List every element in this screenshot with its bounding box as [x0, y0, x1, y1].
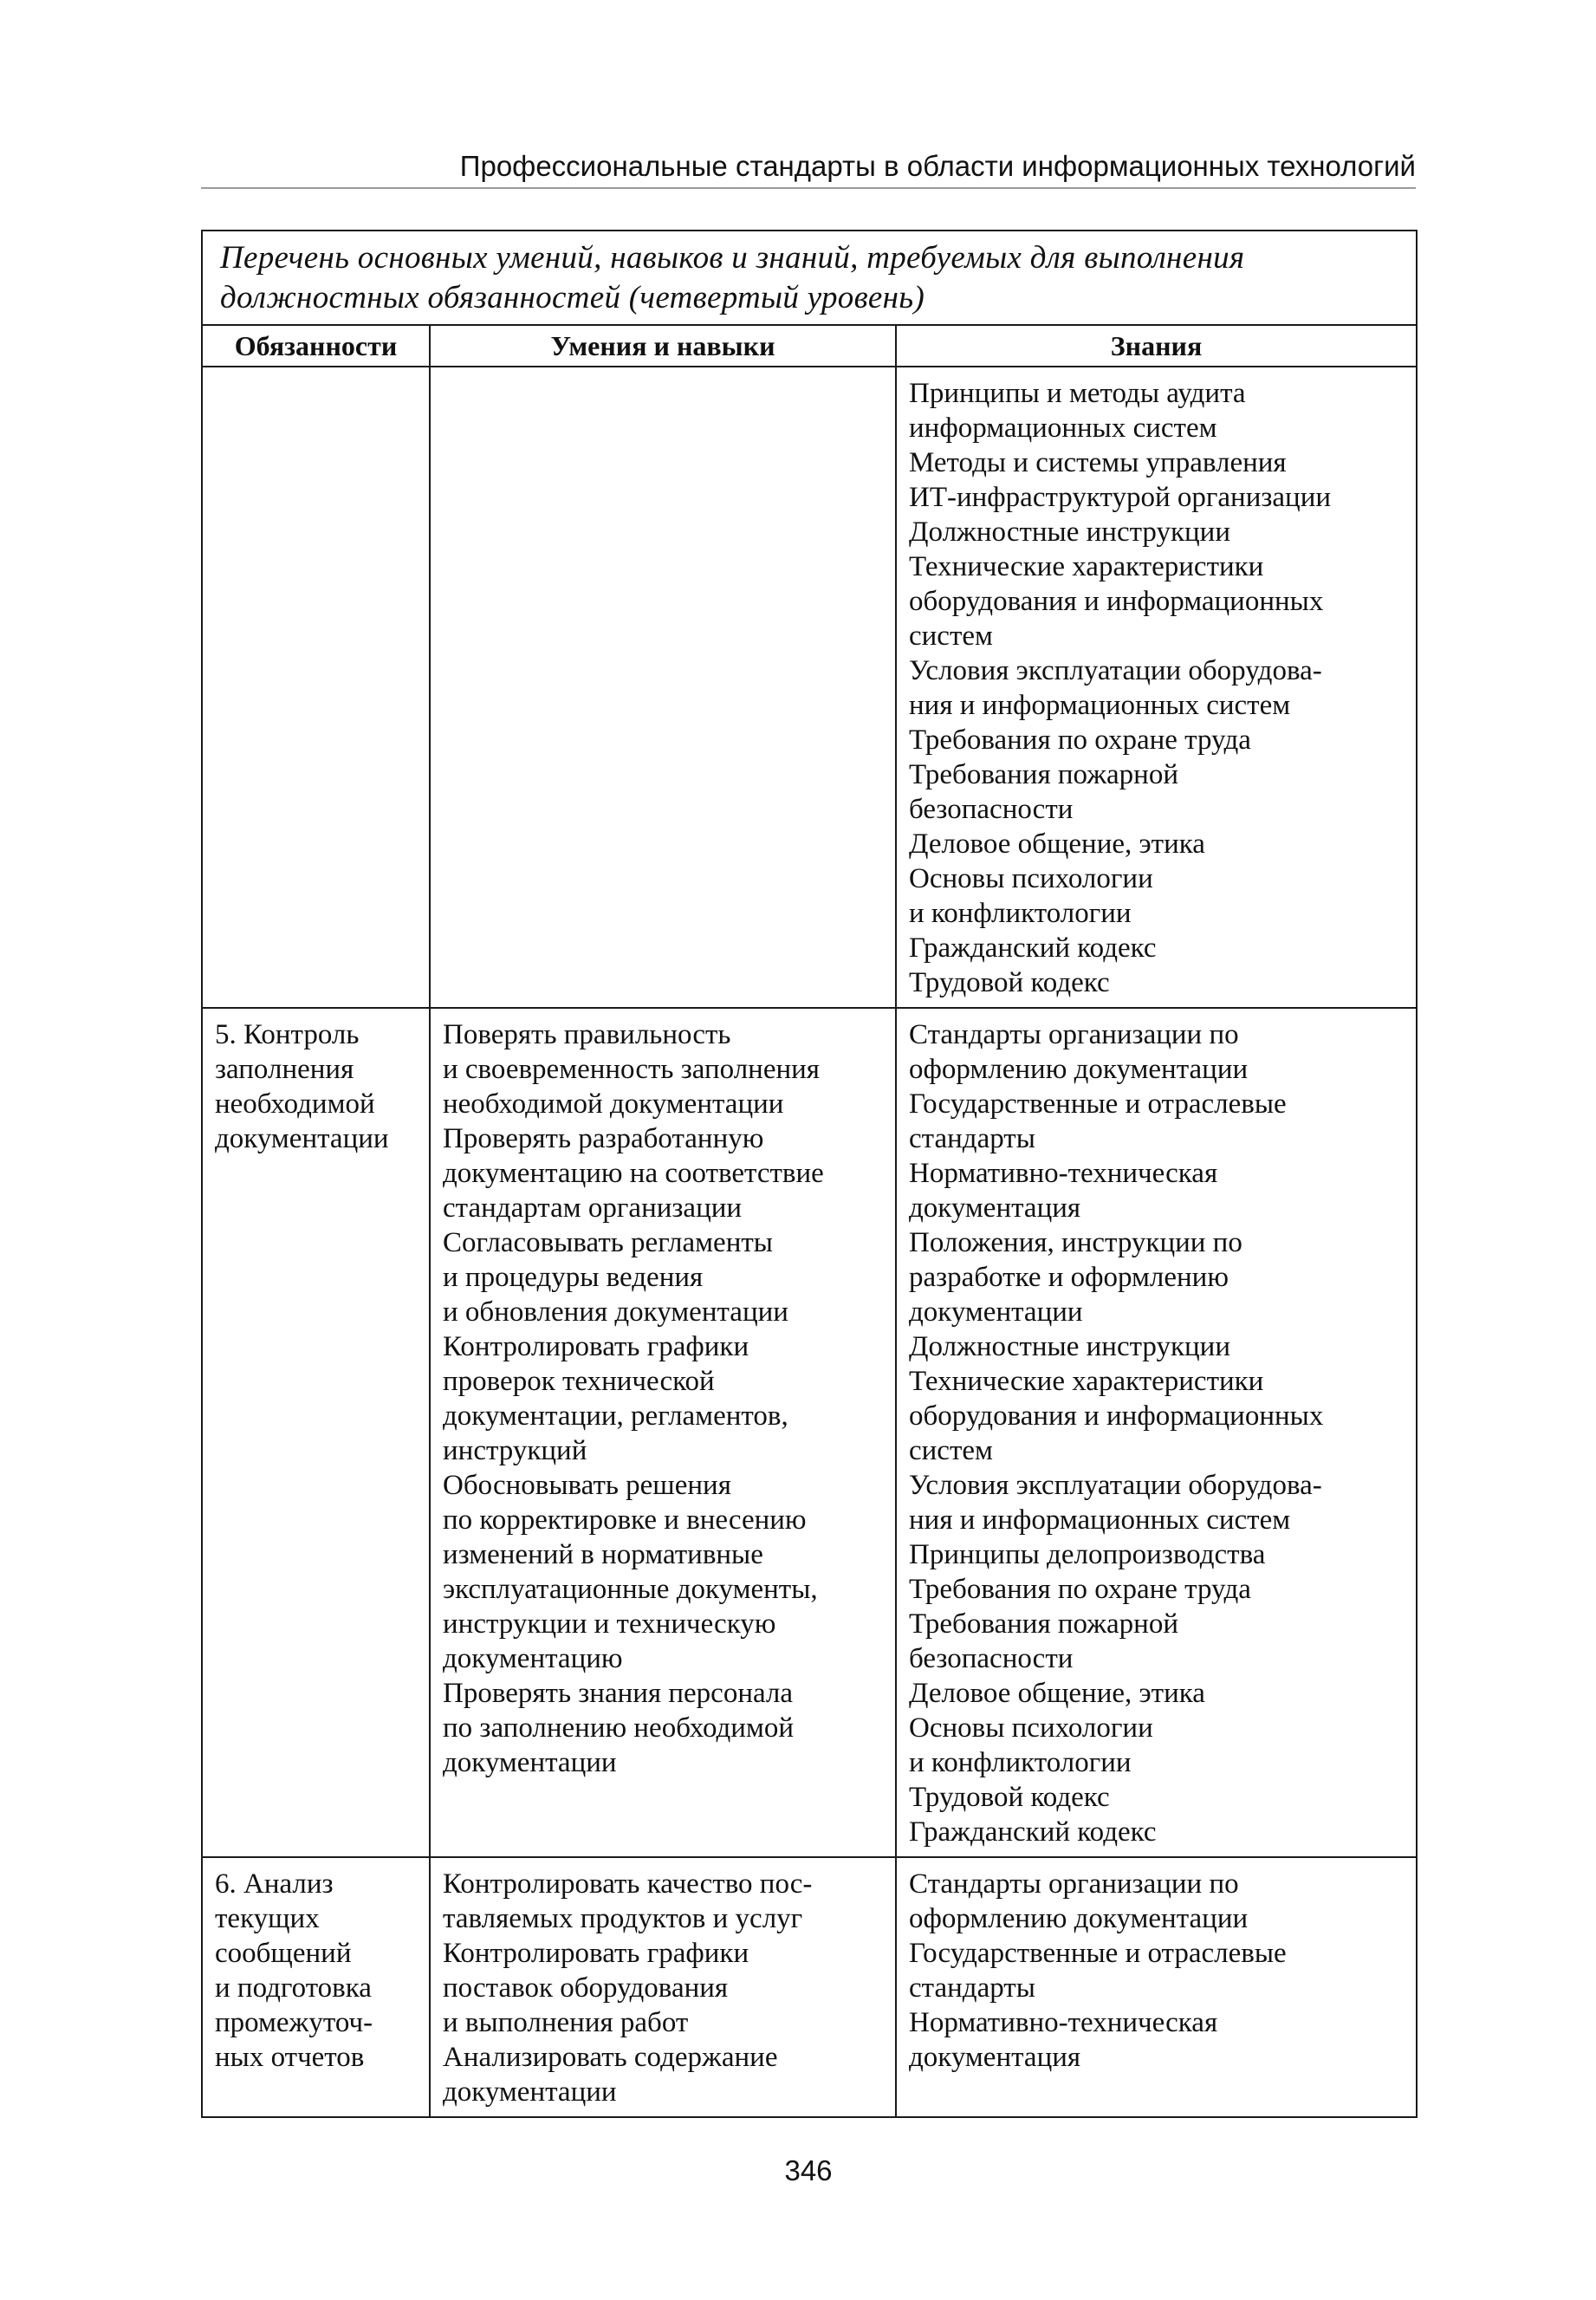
- running-header: Профессиональные стандарты в области информационных технологий: [201, 149, 1416, 189]
- cell-text-line: необходимой документации: [443, 1088, 784, 1120]
- cell-text-line: инструкции и техническую: [443, 1608, 776, 1640]
- cell-text-line: документацию на соответствие: [443, 1158, 824, 1189]
- cell-text-line: тавляемых продуктов и услуг: [443, 1903, 803, 1934]
- cell-text-line: оформлению документации: [909, 1054, 1249, 1085]
- cell-text-line: и процедуры ведения: [443, 1262, 704, 1293]
- cell-text-line: документации: [443, 1747, 617, 1778]
- cell-text-line: и конфликтологии: [909, 1747, 1132, 1778]
- cell-text-line: Государственные и отраслевые: [909, 1088, 1287, 1120]
- cell-text-line: Трудовой кодекс: [909, 1782, 1110, 1813]
- cell-text-line: стандарты: [909, 1123, 1035, 1154]
- cell-text-line: Технические характеристики: [909, 1366, 1264, 1397]
- knowledge-cell: [896, 1008, 1417, 1857]
- cell-text-line: текущих: [215, 1903, 320, 1934]
- cell-text-line: и конфликтологии: [909, 898, 1132, 929]
- cell-text-line: Трудовой кодекс: [909, 967, 1110, 998]
- cell-text-line: информационных систем: [909, 413, 1217, 444]
- cell-text-line: оборудования и информационных: [909, 1400, 1324, 1432]
- knowledge-cell: [896, 367, 1417, 1008]
- cell-text-line: Должностные инструкции: [909, 1331, 1230, 1362]
- cell-text-line: безопасности: [909, 1643, 1074, 1674]
- cell-text-line: документации: [215, 1123, 389, 1154]
- cell-text-line: ния и информационных систем: [909, 1504, 1291, 1536]
- cell-text-line: по корректировке и внесению: [443, 1504, 807, 1536]
- cell-text-line: оборудования и информационных: [909, 586, 1324, 617]
- cell-text-line: поставок оборудования: [443, 1972, 729, 2004]
- cell-text-line: ния и информационных систем: [909, 690, 1291, 721]
- cell-text-line: документации: [443, 2076, 617, 2108]
- table-row: [202, 367, 1417, 1008]
- table-row: [202, 1008, 1417, 1857]
- cell-text-line: ных отчетов: [215, 2042, 365, 2073]
- cell-text-line: Поверять правильность: [443, 1019, 731, 1050]
- cell-text-line: Условия эксплуатации оборудова-: [909, 1470, 1322, 1501]
- cell-text-line: Деловое общение, этика: [909, 1678, 1205, 1709]
- cell-text-line: систем: [909, 620, 993, 652]
- cell-text-line: Условия эксплуатации оборудова-: [909, 655, 1322, 686]
- column-header-knowledge: Знания: [896, 325, 1417, 367]
- cell-text-line: инструкций: [443, 1435, 587, 1466]
- skills-table: [201, 230, 1418, 2118]
- cell-text-line: Контролировать графики: [443, 1938, 749, 1969]
- cell-text-line: Согласовывать регламенты: [443, 1227, 773, 1258]
- cell-text-line: Деловое общение, этика: [909, 828, 1205, 860]
- cell-text-line: Государственные и отраслевые: [909, 1938, 1287, 1969]
- cell-text-line: Принципы делопроизводства: [909, 1539, 1266, 1570]
- cell-text-line: и подготовка: [215, 1972, 372, 2004]
- cell-text-line: Требования по охране труда: [909, 724, 1251, 756]
- cell-text-line: безопасности: [909, 794, 1074, 825]
- skills-cell: [430, 367, 896, 1008]
- cell-text-line: документация: [909, 2042, 1081, 2073]
- duty-cell: [202, 1008, 430, 1857]
- cell-text-line: документации, регламентов,: [443, 1400, 788, 1432]
- cell-text-line: стандартам организации: [443, 1192, 743, 1224]
- cell-text-line: оформлению документации: [909, 1903, 1249, 1934]
- cell-text-line: и обновления документации: [443, 1296, 788, 1328]
- page-number: 346: [784, 2154, 833, 2186]
- cell-text-line: Технические характеристики: [909, 551, 1264, 582]
- cell-text-line: Требования пожарной: [909, 1608, 1178, 1640]
- cell-text-line: Проверять разработанную: [443, 1123, 764, 1154]
- cell-text-line: документации: [909, 1296, 1083, 1328]
- cell-text-line: и своевременность заполнения: [443, 1054, 820, 1085]
- cell-text-line: Основы психологии: [909, 1712, 1153, 1744]
- cell-text-line: Основы психологии: [909, 863, 1153, 894]
- cell-text-line: Гражданский кодекс: [909, 1816, 1157, 1848]
- cell-text-line: разработке и оформлению: [909, 1262, 1229, 1293]
- cell-text-line: Нормативно-техническая: [909, 1158, 1218, 1189]
- table-row: [202, 1857, 1417, 2117]
- cell-text-line: Обосновывать решения: [443, 1470, 731, 1501]
- cell-text-line: документацию: [443, 1643, 623, 1674]
- cell-text-line: ИТ-инфраструктурой организации: [909, 482, 1332, 513]
- column-header-duties: Обязанности: [202, 325, 430, 367]
- duty-cell: [202, 1857, 430, 2117]
- cell-text-line: 6. Анализ: [215, 1868, 334, 1900]
- cell-text-line: Нормативно-техническая: [909, 2007, 1218, 2038]
- cell-text-line: сообщений: [215, 1938, 352, 1969]
- cell-text-line: Требования пожарной: [909, 759, 1178, 790]
- cell-text-line: необходимой: [215, 1088, 375, 1120]
- cell-text-line: Методы и системы управления: [909, 447, 1287, 478]
- cell-text-line: изменений в нормативные: [443, 1539, 763, 1570]
- cell-text-line: и выполнения работ: [443, 2007, 689, 2038]
- cell-text-line: эксплуатационные документы,: [443, 1574, 818, 1605]
- cell-text-line: Стандарты организации по: [909, 1868, 1239, 1900]
- cell-text-line: по заполнению необходимой: [443, 1712, 795, 1744]
- column-header-skills: Умения и навыки: [430, 325, 896, 367]
- cell-text-line: заполнения: [215, 1054, 354, 1085]
- cell-text-line: Принципы и методы аудита: [909, 378, 1246, 409]
- cell-text-line: стандарты: [909, 1972, 1035, 2004]
- cell-text-line: Гражданский кодекс: [909, 932, 1157, 964]
- cell-text-line: систем: [909, 1435, 993, 1466]
- cell-text-line: Анализировать содержание: [443, 2042, 778, 2073]
- cell-text-line: Должностные инструкции: [909, 517, 1230, 548]
- skills-cell: [430, 1857, 896, 2117]
- table-title: Перечень основных умений, навыков и знаний, требуемых для выполнения должностных обязанностей (четвертый уровень): [202, 231, 1417, 325]
- cell-text-line: Контролировать качество пос-: [443, 1868, 813, 1900]
- cell-text-line: Контролировать графики: [443, 1331, 749, 1362]
- cell-text-line: Требования по охране труда: [909, 1574, 1251, 1605]
- cell-text-line: Положения, инструкции по: [909, 1227, 1242, 1258]
- skills-cell: [430, 1008, 896, 1857]
- cell-text-line: Проверять знания персонала: [443, 1678, 794, 1709]
- cell-text-line: промежуточ-: [215, 2007, 373, 2038]
- cell-text-line: 5. Контроль: [215, 1019, 360, 1050]
- duty-cell: [202, 367, 430, 1008]
- knowledge-cell: [896, 1857, 1417, 2117]
- cell-text-line: документация: [909, 1192, 1081, 1224]
- cell-text-line: Стандарты организации по: [909, 1019, 1239, 1050]
- cell-text-line: проверок технической: [443, 1366, 715, 1397]
